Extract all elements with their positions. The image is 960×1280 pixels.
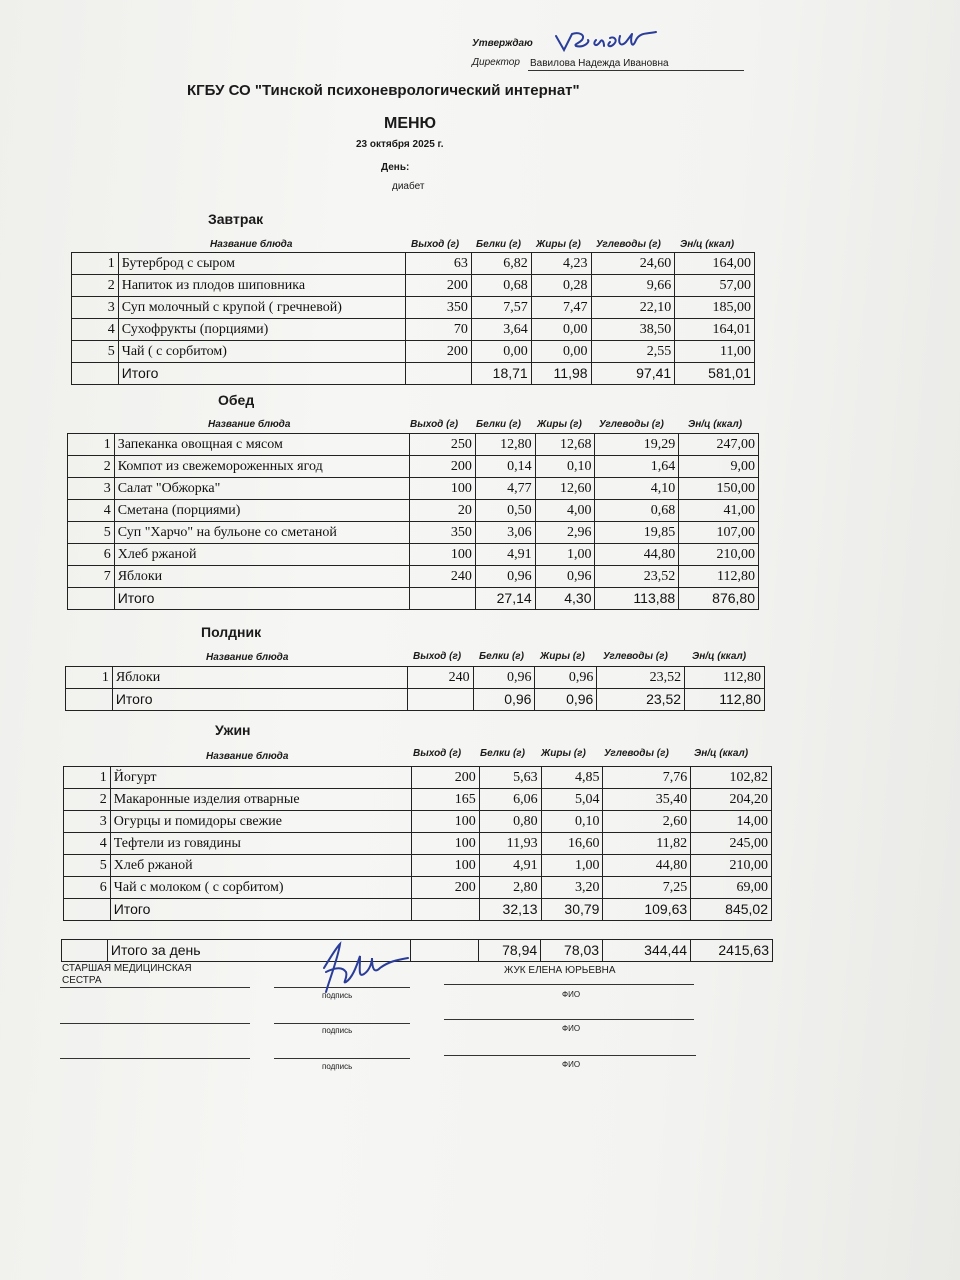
name-caption: ФИО (562, 1024, 581, 1033)
day-total-row: Итого за день 78,94 78,03 344,44 2415,63 (62, 940, 773, 962)
col-header-name: Название блюда (206, 652, 289, 663)
col-header-carbs: Углеводы (г) (603, 651, 668, 662)
signature-line (60, 1058, 250, 1059)
day-label: День: (381, 162, 410, 173)
approve-label: Утверждаю (472, 38, 533, 49)
col-header-energy: Эн/ц (ккал) (692, 651, 747, 662)
name-line (444, 984, 694, 985)
signature-caption: подпись (322, 1062, 353, 1071)
col-header-protein: Белки (г) (476, 419, 521, 430)
col-header-fat: Жиры (г) (541, 748, 586, 759)
table-row: 7 Яблоки 240 0,96 0,96 23,52 112,80 (68, 566, 759, 588)
col-header-name: Название блюда (208, 419, 291, 430)
director-name: Вавилова Надежда Ивановна (530, 58, 669, 69)
total-row: Итого 27,14 4,30 113,88 876,80 (68, 588, 759, 610)
col-header-carbs: Углеводы (г) (604, 748, 669, 759)
col-header-energy: Эн/ц (ккал) (680, 239, 735, 250)
col-header-energy: Эн/ц (ккал) (688, 419, 743, 430)
table-row: 4 Сметана (порциями) 20 0,50 4,00 0,68 41,00 (68, 500, 759, 522)
director-label: Директор (472, 57, 520, 68)
table-row: 1 Запеканка овощная с мясом 250 12,80 12,68 19,29 247,00 (68, 434, 759, 456)
name-line (444, 1055, 696, 1056)
table-row: 4 Сухофрукты (порциями) 70 3,64 0,00 38,50 164,01 (72, 319, 755, 341)
lunch-table (67, 433, 759, 610)
diet-label: диабет (392, 181, 425, 192)
name-line (444, 1019, 694, 1020)
menu-title: МЕНЮ (384, 115, 437, 132)
nurse-signature (316, 938, 416, 1003)
signer-role: СТАРШАЯ МЕДИЦИНСКАЯ СЕСТРА (62, 963, 192, 986)
menu-date: 23 октября 2025 г. (356, 139, 444, 150)
signature-caption: подпись (322, 1026, 353, 1035)
table-row: 5 Суп "Харчо" на бульоне со сметаной 350 3,06 2,96 19,85 107,00 (68, 522, 759, 544)
col-header-yield: Выход (г) (413, 748, 462, 759)
name-caption: ФИО (562, 1060, 581, 1069)
table-row: 5 Чай ( с сорбитом) 200 0,00 0,00 2,55 11,00 (72, 341, 755, 363)
col-header-protein: Белки (г) (480, 748, 525, 759)
col-header-protein: Белки (г) (479, 651, 524, 662)
director-line (528, 70, 744, 71)
signature-line (274, 1058, 410, 1059)
col-header-fat: Жиры (г) (540, 651, 585, 662)
table-row: 1 Яблоки 240 0,96 0,96 23,52 112,80 (66, 667, 765, 689)
col-header-protein: Белки (г) (476, 239, 521, 250)
col-header-name: Название блюда (206, 751, 289, 762)
table-row: 1 Йогурт 200 5,63 4,85 7,76 102,82 (64, 767, 772, 789)
col-header-yield: Выход (г) (413, 651, 462, 662)
col-header-fat: Жиры (г) (536, 239, 581, 250)
col-header-carbs: Углеводы (г) (596, 239, 661, 250)
signature-line (60, 987, 250, 988)
table-row: 4 Тефтели из говядины 100 11,93 16,60 11,82 245,00 (64, 833, 772, 855)
director-signature (552, 28, 662, 59)
table-row: 3 Огурцы и помидоры свежие 100 0,80 0,10 2,60 14,00 (64, 811, 772, 833)
col-header-yield: Выход (г) (411, 239, 460, 250)
organization-title: КГБУ СО "Тинской психоневрологический интернат" (187, 82, 580, 99)
name-caption: ФИО (562, 990, 581, 999)
meal-title-snack: Полдник (201, 624, 262, 640)
signature-line (274, 1023, 410, 1024)
table-row: 3 Салат "Обжорка" 100 4,77 12,60 4,10 150,00 (68, 478, 759, 500)
signer-name: ЖУК ЕЛЕНА ЮРЬЕВНА (504, 965, 616, 976)
col-header-carbs: Углеводы (г) (599, 419, 664, 430)
signature-line (60, 1023, 250, 1024)
table-row: 6 Хлеб ржаной 100 4,91 1,00 44,80 210,00 (68, 544, 759, 566)
table-row: 6 Чай с молоком ( с сорбитом) 200 2,80 3,20 7,25 69,00 (64, 877, 772, 899)
total-row: Итого 32,13 30,79 109,63 845,02 (64, 899, 772, 921)
table-row: 2 Напиток из плодов шиповника 200 0,68 0,28 9,66 57,00 (72, 275, 755, 297)
total-row: Итого 18,71 11,98 97,41 581,01 (72, 363, 755, 385)
signature-caption: подпись (322, 991, 353, 1000)
col-header-name: Название блюда (210, 239, 293, 250)
dinner-table (63, 766, 772, 921)
meal-title-dinner: Ужин (215, 722, 251, 738)
meal-title-breakfast: Завтрак (208, 211, 264, 227)
total-row: Итого 0,96 0,96 23,52 112,80 (66, 689, 765, 711)
table-row: 1 Бутерброд с сыром 63 6,82 4,23 24,60 164,00 (72, 253, 755, 275)
table-row: 2 Компот из свежемороженных ягод 200 0,14 0,10 1,64 9,00 (68, 456, 759, 478)
snack-table (65, 666, 765, 711)
table-row: 5 Хлеб ржаной 100 4,91 1,00 44,80 210,00 (64, 855, 772, 877)
table-row: 3 Суп молочный с крупой ( гречневой) 350 7,57 7,47 22,10 185,00 (72, 297, 755, 319)
col-header-energy: Эн/ц (ккал) (694, 748, 749, 759)
table-row: 2 Макаронные изделия отварные 165 6,06 5,04 35,40 204,20 (64, 789, 772, 811)
col-header-yield: Выход (г) (410, 419, 459, 430)
day-total-table (61, 939, 773, 962)
meal-title-lunch: Обед (218, 392, 255, 408)
day-total-label: Итого за день (107, 940, 410, 962)
breakfast-table (71, 252, 755, 385)
col-header-fat: Жиры (г) (537, 419, 582, 430)
